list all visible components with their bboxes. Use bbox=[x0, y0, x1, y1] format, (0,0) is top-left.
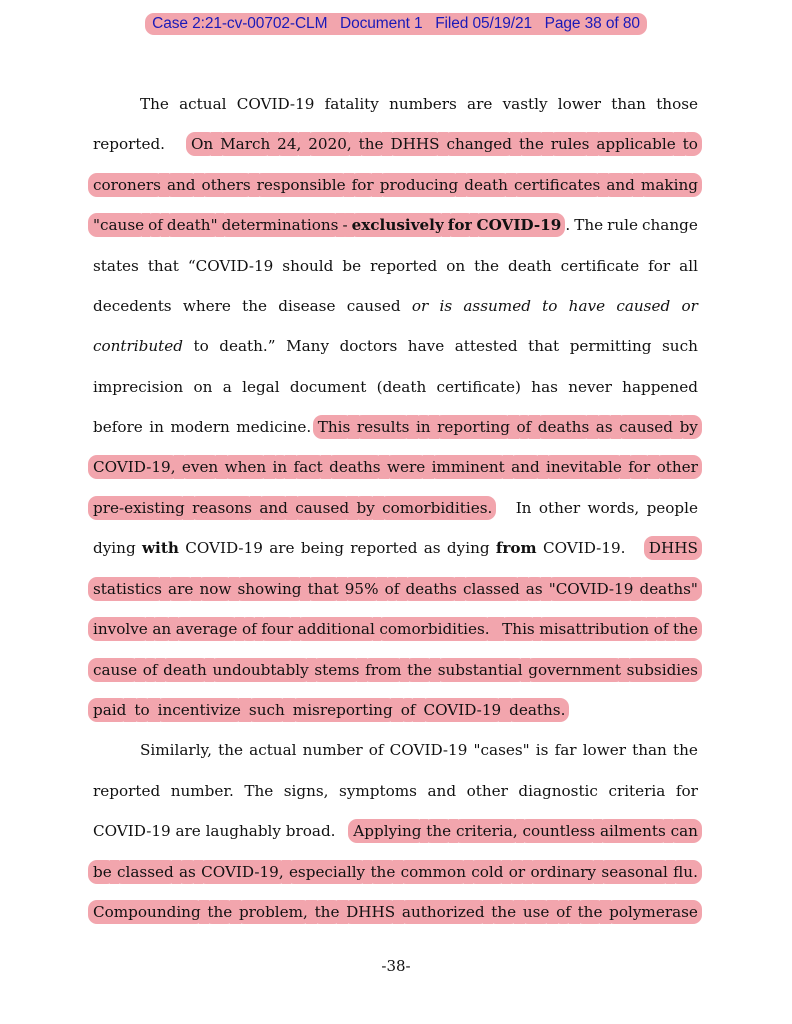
text-line: Compounding the problem, the DHHS authorized the use of the polymerase bbox=[93, 900, 698, 924]
page-number: -38- bbox=[381, 957, 411, 975]
text-line: decedents where the disease caused or is assumed to have caused or bbox=[93, 297, 698, 315]
text-line: imprecision on a legal document (death certificate) has never happened bbox=[93, 378, 698, 396]
text-line: coroners and others responsible for producing death certificates and making bbox=[93, 173, 698, 197]
text-line: The actual COVID-19 fatality numbers are vastly lower than those bbox=[140, 95, 698, 113]
text-line: cause of death undoubtably stems from the substantial government subsidies bbox=[93, 658, 698, 682]
text-line: COVID-19, even when in fact deaths were imminent and inevitable for other bbox=[93, 455, 698, 479]
text-line: statistics are now showing that 95% of deaths classed as "COVID-19 deaths" bbox=[93, 577, 698, 601]
text-line: "cause of death" determinations - exclusively for COVID-19 . The rule change bbox=[93, 213, 698, 237]
text-line: reported number. The signs, symptoms and other diagnostic criteria for bbox=[93, 782, 698, 800]
text-line: Similarly, the actual number of COVID-19 "cases" is far lower than the bbox=[140, 741, 698, 759]
text-line: involve an average of four additional comorbidities. This misattribution of the bbox=[93, 617, 698, 641]
text-line: be classed as COVID-19, especially the common cold or ordinary seasonal flu. bbox=[93, 860, 698, 884]
text-line: states that “COVID-19 should be reported on the death certificate for all bbox=[93, 257, 698, 275]
text-line: paid to incentivize such misreporting of COVID-19 deaths. bbox=[93, 698, 698, 722]
text-line: before in modern medicine. This results in reporting of deaths as caused by bbox=[93, 415, 698, 439]
case-header: Case 2:21-cv-00702-CLM Document 1 Filed 05/19/21 Page 38 of 80 bbox=[145, 13, 647, 35]
text-line: pre-existing reasons and caused by comorbidities. In other words, people bbox=[93, 496, 698, 520]
text-line: contributed to death.” Many doctors have attested that permitting such bbox=[93, 337, 698, 355]
text-line: reported. On March 24, 2020, the DHHS changed the rules applicable to bbox=[93, 132, 698, 156]
text-line: COVID-19 are laughably broad. Applying the criteria, countless ailments can bbox=[93, 819, 698, 843]
text-line: dying with COVID-19 are being reported as dying from COVID-19. DHHS bbox=[93, 536, 698, 560]
